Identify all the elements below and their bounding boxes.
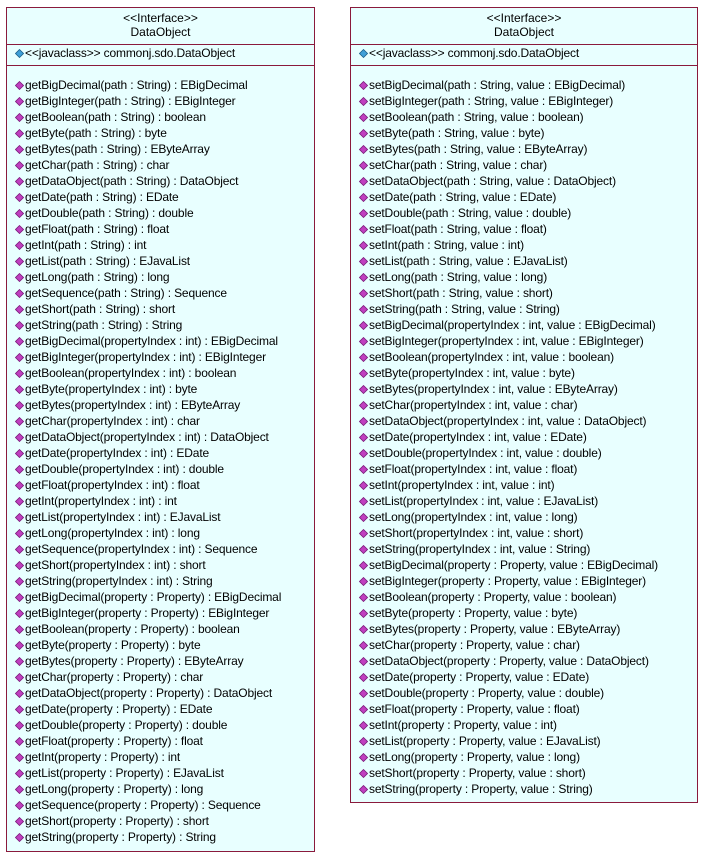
operation-row[interactable] xyxy=(359,445,697,461)
operation-label: setString(property : Property, value : String) xyxy=(369,782,593,796)
operation-icon xyxy=(359,177,368,186)
operation-icon xyxy=(15,673,24,682)
operation-row[interactable] xyxy=(359,221,697,237)
operation-row[interactable] xyxy=(15,797,314,813)
operation-label: setBoolean(propertyIndex : int, value : boolean) xyxy=(369,350,614,364)
operation-icon xyxy=(15,369,24,378)
operation-row[interactable] xyxy=(15,285,314,301)
operation-label: getDate(property : Property) : EDate xyxy=(25,702,213,716)
operation-label: setDouble(propertyIndex : int, value : double) xyxy=(369,446,602,460)
operation-row[interactable] xyxy=(15,253,314,269)
operation-icon xyxy=(15,785,24,794)
operation-label: setLong(path : String, value : long) xyxy=(369,270,548,284)
operation-row[interactable] xyxy=(15,301,314,317)
operations-compartment xyxy=(351,66,697,797)
operation-label: getInt(property : Property) : int xyxy=(25,750,181,764)
operation-label: setInt(property : Property, value : int) xyxy=(369,718,557,732)
operation-icon xyxy=(359,497,368,506)
operation-label: setChar(propertyIndex : int, value : char) xyxy=(369,398,578,412)
attribute-row[interactable] xyxy=(15,45,314,61)
operation-label: getDataObject(path : String) : DataObject xyxy=(25,174,239,188)
operation-label: getShort(property : Property) : short xyxy=(25,814,209,828)
operation-icon xyxy=(359,449,368,458)
operation-label: getDouble(path : String) : double xyxy=(25,206,194,220)
operation-row[interactable] xyxy=(359,189,697,205)
operation-row[interactable] xyxy=(15,189,314,205)
operation-icon xyxy=(359,241,368,250)
class-box-setters[interactable] xyxy=(350,7,698,803)
operation-row[interactable] xyxy=(359,381,697,397)
operation-row[interactable] xyxy=(359,205,697,221)
operation-label: setByte(property : Property, value : byte) xyxy=(369,606,578,620)
operation-icon xyxy=(15,657,24,666)
attribute-icon xyxy=(15,49,24,58)
operation-row[interactable] xyxy=(15,397,314,413)
operation-label: getFloat(path : String) : float xyxy=(25,222,170,236)
operation-row[interactable] xyxy=(15,221,314,237)
operation-icon xyxy=(359,289,368,298)
operation-icon xyxy=(15,833,24,842)
operation-row[interactable] xyxy=(359,749,697,765)
operation-row[interactable] xyxy=(15,701,314,717)
operation-label: setList(propertyIndex : int, value : EJavaList) xyxy=(369,494,599,508)
operation-row[interactable] xyxy=(359,413,697,429)
operation-row[interactable] xyxy=(359,285,697,301)
operation-label: setFloat(property : Property, value : float) xyxy=(369,702,580,716)
operation-row[interactable] xyxy=(15,317,314,333)
operation-row[interactable] xyxy=(15,813,314,829)
operation-icon xyxy=(359,721,368,730)
operation-label: setFloat(propertyIndex : int, value : float) xyxy=(369,462,578,476)
operation-row[interactable] xyxy=(359,653,697,669)
class-header xyxy=(7,8,314,44)
operation-icon xyxy=(15,577,24,586)
operation-label: setDataObject(propertyIndex : int, value : DataObject) xyxy=(369,414,647,428)
operation-label: getLong(path : String) : long xyxy=(25,270,170,284)
operation-icon xyxy=(15,193,24,202)
operation-label: setDouble(property : Property, value : double) xyxy=(369,686,605,700)
operation-label: setBigInteger(property : Property, value : EBigInteger) xyxy=(369,574,647,588)
operation-row[interactable] xyxy=(359,397,697,413)
operation-label: getList(property : Property) : EJavaList xyxy=(25,766,224,780)
operation-row[interactable] xyxy=(15,589,314,605)
operation-icon xyxy=(359,193,368,202)
operation-row[interactable] xyxy=(15,605,314,621)
operation-label: setByte(path : String, value : byte) xyxy=(369,126,545,140)
operation-label: setList(path : String, value : EJavaList) xyxy=(369,254,568,268)
operation-row[interactable] xyxy=(15,141,314,157)
operation-icon xyxy=(15,705,24,714)
operation-icon xyxy=(359,353,368,362)
operation-row[interactable] xyxy=(359,77,697,93)
operation-label: getBigInteger(property : Property) : EBigInteger xyxy=(25,606,270,620)
operation-row[interactable] xyxy=(359,461,697,477)
operation-label: setBytes(propertyIndex : int, value : EByteArray) xyxy=(369,382,618,396)
operation-label: getBigDecimal(propertyIndex : int) : EBigDecimal xyxy=(25,334,278,348)
operation-icon xyxy=(359,577,368,586)
class-stereotype: <<Interface>> xyxy=(486,11,562,25)
operation-row[interactable] xyxy=(15,157,314,173)
operation-row[interactable] xyxy=(15,413,314,429)
operation-icon xyxy=(15,689,24,698)
operation-label: getFloat(property : Property) : float xyxy=(25,734,203,748)
operation-label: setLong(propertyIndex : int, value : long) xyxy=(369,510,578,524)
operation-icon xyxy=(15,241,24,250)
operation-icon xyxy=(359,561,368,570)
operation-icon xyxy=(359,209,368,218)
operation-icon xyxy=(15,385,24,394)
operation-icon xyxy=(15,433,24,442)
operation-icon xyxy=(359,129,368,138)
operation-icon xyxy=(359,625,368,634)
operation-row[interactable] xyxy=(359,301,697,317)
operation-label: getFloat(propertyIndex : int) : float xyxy=(25,478,200,492)
operation-icon xyxy=(359,753,368,762)
operation-row[interactable] xyxy=(15,669,314,685)
operation-row[interactable] xyxy=(15,125,314,141)
operation-icon xyxy=(15,545,24,554)
operation-label: setShort(path : String, value : short) xyxy=(369,286,553,300)
operation-row[interactable] xyxy=(15,573,314,589)
operation-label: setBoolean(property : Property, value : boolean) xyxy=(369,590,617,604)
operation-icon xyxy=(359,689,368,698)
operation-row[interactable] xyxy=(359,605,697,621)
operation-label: getShort(propertyIndex : int) : short xyxy=(25,558,206,572)
operation-row[interactable] xyxy=(359,429,697,445)
operation-row[interactable] xyxy=(15,205,314,221)
operation-icon xyxy=(359,705,368,714)
operation-row[interactable] xyxy=(359,157,697,173)
operation-row[interactable] xyxy=(15,493,314,509)
operation-label: getSequence(property : Property) : Sequence xyxy=(25,798,261,812)
operation-label: getBoolean(propertyIndex : int) : boolean xyxy=(25,366,237,380)
operation-label: setChar(property : Property, value : char) xyxy=(369,638,580,652)
operation-row[interactable] xyxy=(15,333,314,349)
operation-icon xyxy=(15,337,24,346)
operation-label: setBytes(path : String, value : EByteArray) xyxy=(369,142,588,156)
operation-label: getList(path : String) : EJavaList xyxy=(25,254,190,268)
operation-icon xyxy=(15,417,24,426)
operation-label: setShort(property : Property, value : short) xyxy=(369,766,586,780)
operation-label: getBoolean(path : String) : boolean xyxy=(25,110,206,124)
operation-label: setChar(path : String, value : char) xyxy=(369,158,548,172)
operation-icon xyxy=(15,225,24,234)
operation-row[interactable] xyxy=(15,365,314,381)
operation-row[interactable] xyxy=(359,253,697,269)
operation-row[interactable] xyxy=(15,781,314,797)
operation-label: getBigInteger(propertyIndex : int) : EBigInteger xyxy=(25,350,266,364)
operation-label: setDouble(path : String, value : double) xyxy=(369,206,572,220)
operation-row[interactable] xyxy=(15,685,314,701)
operation-icon xyxy=(359,97,368,106)
operation-icon xyxy=(359,113,368,122)
operation-icon xyxy=(15,721,24,730)
operation-row[interactable] xyxy=(15,621,314,637)
operation-row[interactable] xyxy=(359,269,697,285)
operation-label: getInt(path : String) : int xyxy=(25,238,147,252)
operation-label: getBoolean(property : Property) : boolean xyxy=(25,622,240,636)
operation-icon xyxy=(359,81,368,90)
operation-icon xyxy=(359,433,368,442)
operation-row[interactable] xyxy=(15,829,314,845)
operation-row[interactable] xyxy=(15,109,314,125)
operation-row[interactable] xyxy=(359,349,697,365)
operation-row[interactable] xyxy=(359,557,697,573)
operation-label: getLong(property : Property) : long xyxy=(25,782,204,796)
operation-row[interactable] xyxy=(359,173,697,189)
operation-icon xyxy=(15,513,24,522)
operation-icon xyxy=(15,289,24,298)
operation-row[interactable] xyxy=(359,637,697,653)
operation-row[interactable] xyxy=(15,461,314,477)
operation-icon xyxy=(359,609,368,618)
class-box-getters[interactable] xyxy=(6,7,315,852)
operation-row[interactable] xyxy=(359,685,697,701)
operation-label: getDataObject(property : Property) : DataObject xyxy=(25,686,273,700)
operation-icon xyxy=(359,673,368,682)
operation-icon xyxy=(15,769,24,778)
operation-row[interactable] xyxy=(15,269,314,285)
operation-icon xyxy=(359,657,368,666)
operation-label: setDate(propertyIndex : int, value : EDate) xyxy=(369,430,587,444)
operation-label: getBigInteger(path : String) : EBigInteger xyxy=(25,94,236,108)
operation-label: setBigInteger(path : String, value : EBigInteger) xyxy=(369,94,614,108)
operation-icon xyxy=(359,481,368,490)
operation-icon xyxy=(15,129,24,138)
operation-row[interactable] xyxy=(359,477,697,493)
operation-label: getLong(propertyIndex : int) : long xyxy=(25,526,200,540)
operation-label: getByte(path : String) : byte xyxy=(25,126,167,140)
operation-row[interactable] xyxy=(359,93,697,109)
class-header xyxy=(351,8,697,44)
operation-row[interactable] xyxy=(15,733,314,749)
operations-compartment xyxy=(7,66,314,845)
operation-label: setString(propertyIndex : int, value : String) xyxy=(369,542,591,556)
operation-label: getInt(propertyIndex : int) : int xyxy=(25,494,177,508)
operation-icon xyxy=(359,161,368,170)
operation-row[interactable] xyxy=(15,477,314,493)
operation-row[interactable] xyxy=(359,109,697,125)
operation-row[interactable] xyxy=(359,493,697,509)
operation-row[interactable] xyxy=(15,637,314,653)
operation-icon xyxy=(359,737,368,746)
operation-icon xyxy=(15,401,24,410)
operation-icon xyxy=(15,801,24,810)
operation-icon xyxy=(15,609,24,618)
operation-label: setInt(path : String, value : int) xyxy=(369,238,524,252)
operation-icon xyxy=(15,529,24,538)
operation-row[interactable] xyxy=(15,749,314,765)
operation-icon xyxy=(359,769,368,778)
operation-icon xyxy=(359,513,368,522)
operation-icon xyxy=(15,497,24,506)
operation-label: setDate(path : String, value : EDate) xyxy=(369,190,557,204)
operation-icon xyxy=(15,753,24,762)
operation-icon xyxy=(359,145,368,154)
operation-icon xyxy=(359,465,368,474)
operation-row[interactable] xyxy=(359,237,697,253)
operation-icon xyxy=(15,641,24,650)
operation-icon xyxy=(15,625,24,634)
operation-label: getByte(propertyIndex : int) : byte xyxy=(25,382,198,396)
operation-icon xyxy=(359,305,368,314)
operation-row[interactable] xyxy=(359,573,697,589)
operation-row[interactable] xyxy=(15,653,314,669)
operation-icon xyxy=(15,465,24,474)
operation-label: getDouble(property : Property) : double xyxy=(25,718,228,732)
operation-row[interactable] xyxy=(359,125,697,141)
operation-label: getDouble(propertyIndex : int) : double xyxy=(25,462,224,476)
attribute-icon xyxy=(359,49,368,58)
operation-icon xyxy=(15,145,24,154)
operation-label: getByte(property : Property) : byte xyxy=(25,638,201,652)
operation-label: setBigDecimal(propertyIndex : int, value : EBigDecimal) xyxy=(369,318,656,332)
operation-row[interactable] xyxy=(359,781,697,797)
operation-row[interactable] xyxy=(359,589,697,605)
attribute-compartment xyxy=(7,45,314,65)
attribute-label: <<javaclass>> commonj.sdo.DataObject xyxy=(369,46,580,60)
operation-icon xyxy=(15,449,24,458)
operation-icon xyxy=(15,257,24,266)
operation-label: getBigDecimal(property : Property) : EBigDecimal xyxy=(25,590,282,604)
operation-icon xyxy=(15,273,24,282)
operation-icon xyxy=(359,401,368,410)
operation-row[interactable] xyxy=(15,541,314,557)
operation-icon xyxy=(359,369,368,378)
operation-row[interactable] xyxy=(15,93,314,109)
operation-row[interactable] xyxy=(359,621,697,637)
operation-label: getList(propertyIndex : int) : EJavaList xyxy=(25,510,221,524)
operation-icon xyxy=(359,225,368,234)
operation-label: setInt(propertyIndex : int, value : int) xyxy=(369,478,555,492)
operation-label: setDataObject(property : Property, value : DataObject) xyxy=(369,654,649,668)
operation-icon xyxy=(15,209,24,218)
class-stereotype: <<Interface>> xyxy=(123,11,198,25)
operation-icon xyxy=(15,161,24,170)
operation-label: setList(property : Property, value : EJavaList) xyxy=(369,734,601,748)
operation-row[interactable] xyxy=(359,701,697,717)
operation-icon xyxy=(359,417,368,426)
operation-icon xyxy=(359,529,368,538)
operation-icon xyxy=(359,385,368,394)
operation-row[interactable] xyxy=(15,525,314,541)
operation-row[interactable] xyxy=(359,765,697,781)
operation-row[interactable] xyxy=(15,77,314,93)
operation-row[interactable] xyxy=(359,669,697,685)
operation-label: setBigDecimal(property : Property, value : EBigDecimal) xyxy=(369,558,658,572)
operation-label: getBytes(property : Property) : EByteArray xyxy=(25,654,244,668)
operation-label: setBoolean(path : String, value : boolean) xyxy=(369,110,584,124)
operation-label: getDataObject(propertyIndex : int) : DataObject xyxy=(25,430,269,444)
operation-row[interactable] xyxy=(15,717,314,733)
operation-icon xyxy=(15,113,24,122)
operation-icon xyxy=(359,593,368,602)
operation-label: getString(path : String) : String xyxy=(25,318,183,332)
operation-label: getChar(propertyIndex : int) : char xyxy=(25,414,200,428)
operation-row[interactable] xyxy=(359,541,697,557)
operation-icon xyxy=(359,321,368,330)
operation-label: setDataObject(path : String, value : DataObject) xyxy=(369,174,616,188)
operation-icon xyxy=(359,273,368,282)
operation-label: setString(path : String, value : String) xyxy=(369,302,560,316)
operation-icon xyxy=(15,305,24,314)
operation-label: getSequence(propertyIndex : int) : Sequence xyxy=(25,542,258,556)
attribute-row[interactable] xyxy=(359,45,697,61)
operation-row[interactable] xyxy=(359,525,697,541)
operation-label: getBytes(propertyIndex : int) : EByteArray xyxy=(25,398,241,412)
operation-label: getDate(path : String) : EDate xyxy=(25,190,179,204)
operation-label: getSequence(path : String) : Sequence xyxy=(25,286,227,300)
operation-label: setBigDecimal(path : String, value : EBigDecimal) xyxy=(369,78,626,92)
operation-label: getString(property : Property) : String xyxy=(25,830,216,844)
operation-icon xyxy=(359,257,368,266)
operation-row[interactable] xyxy=(15,557,314,573)
operation-icon xyxy=(15,737,24,746)
operation-label: setDate(property : Property, value : EDate) xyxy=(369,670,590,684)
operation-icon xyxy=(359,785,368,794)
attribute-label: <<javaclass>> commonj.sdo.DataObject xyxy=(25,46,236,60)
operation-row[interactable] xyxy=(359,333,697,349)
operation-row[interactable] xyxy=(359,141,697,157)
operation-row[interactable] xyxy=(15,509,314,525)
operation-label: setLong(property : Property, value : long) xyxy=(369,750,580,764)
operation-row[interactable] xyxy=(15,445,314,461)
operation-icon xyxy=(15,593,24,602)
operation-row[interactable] xyxy=(359,733,697,749)
operation-label: getShort(path : String) : short xyxy=(25,302,176,316)
operation-icon xyxy=(15,481,24,490)
operation-icon xyxy=(15,177,24,186)
operation-icon xyxy=(15,81,24,90)
operation-row[interactable] xyxy=(15,173,314,189)
operation-row[interactable] xyxy=(359,365,697,381)
operation-row[interactable] xyxy=(15,237,314,253)
operation-icon xyxy=(15,97,24,106)
operation-icon xyxy=(15,817,24,826)
operation-icon xyxy=(359,337,368,346)
operation-icon xyxy=(15,353,24,362)
operation-label: setByte(propertyIndex : int, value : byte) xyxy=(369,366,575,380)
operation-label: getChar(path : String) : char xyxy=(25,158,170,172)
operation-label: getString(propertyIndex : int) : String xyxy=(25,574,213,588)
operation-label: getChar(property : Property) : char xyxy=(25,670,204,684)
class-name: DataObject xyxy=(130,25,191,39)
operation-icon xyxy=(15,321,24,330)
operation-icon xyxy=(359,641,368,650)
class-name: DataObject xyxy=(493,25,555,39)
operation-row[interactable] xyxy=(15,765,314,781)
operation-icon xyxy=(15,561,24,570)
operation-row[interactable] xyxy=(15,381,314,397)
operation-label: setShort(propertyIndex : int, value : short) xyxy=(369,526,584,540)
operation-label: getBigDecimal(path : String) : EBigDecimal xyxy=(25,78,248,92)
operation-row[interactable] xyxy=(359,509,697,525)
operation-label: getBytes(path : String) : EByteArray xyxy=(25,142,210,156)
operation-label: setBytes(property : Property, value : EByteArray) xyxy=(369,622,621,636)
operation-icon xyxy=(359,545,368,554)
operation-label: setFloat(path : String, value : float) xyxy=(369,222,547,236)
operation-label: setBigInteger(propertyIndex : int, value : EBigInteger) xyxy=(369,334,644,348)
operation-row[interactable] xyxy=(359,717,697,733)
operation-row[interactable] xyxy=(359,317,697,333)
operation-row[interactable] xyxy=(15,349,314,365)
attribute-compartment xyxy=(351,45,697,65)
operation-row[interactable] xyxy=(15,429,314,445)
operation-label: getDate(propertyIndex : int) : EDate xyxy=(25,446,210,460)
